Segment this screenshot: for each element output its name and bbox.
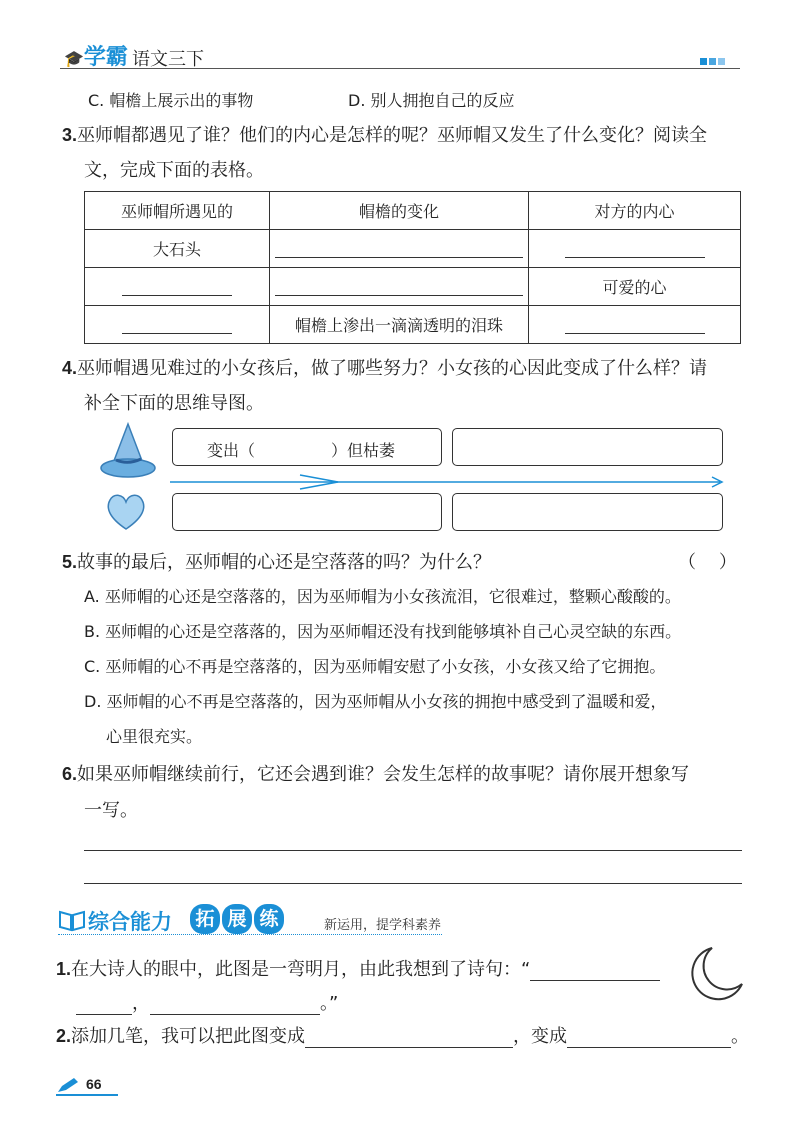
mindmap-arrow (160, 474, 730, 490)
badge-char: 练 (254, 904, 284, 934)
q5-option-d-cont: 心里很充实。 (106, 727, 203, 746)
section-badge (190, 904, 284, 934)
q3-line2: 文，完成下面的表格。 (84, 160, 264, 181)
answer-blank[interactable] (530, 960, 660, 981)
heart-icon (104, 491, 148, 533)
q3-line1: 3.巫师帽都遇见了谁？他们的内心是怎样的呢？巫师帽又发生了什么变化？阅读全 (62, 125, 708, 146)
footer-line (56, 1094, 118, 1096)
brand-logo: 🎓学霸 (64, 45, 128, 70)
ex1-line2: ， 。” (76, 989, 338, 1015)
mindmap-box-4[interactable] (452, 493, 723, 531)
table-header: 对方的内心 (529, 192, 741, 230)
q6-line1: 6.如果巫师帽继续前行，它还会遇到谁？会发生怎样的故事呢？请你展开想象写 (62, 764, 690, 785)
header-decoration (700, 50, 727, 69)
answer-blank[interactable] (529, 306, 741, 344)
mindmap-box-1-text: 变出（ ）但枯萎 (207, 441, 396, 460)
writing-line[interactable] (84, 850, 742, 851)
badge-char: 拓 (190, 904, 220, 934)
wizard-hat-icon (98, 420, 158, 482)
table-cell: 可爱的心 (529, 268, 741, 306)
table-cell: 帽檐上渗出一滴滴透明的泪珠 (270, 306, 529, 344)
answer-blank[interactable] (76, 994, 132, 1015)
table-row (85, 306, 741, 344)
answer-blank[interactable] (85, 268, 270, 306)
q6-line2: 一写。 (84, 800, 138, 821)
q5-stem: 5.故事的最后，巫师帽的心还是空落落的吗？为什么？ (62, 552, 492, 573)
section-title: 综合能力 (88, 910, 172, 934)
ex2-line: 2.添加几笔，我可以把此图变成 ，变成 。 (56, 1026, 750, 1047)
q5-option-a: A. 巫师帽的心还是空落落的，因为巫师帽为小女孩流泪，它很难过，整颗心酸酸的。 (84, 587, 681, 606)
table-row (85, 268, 741, 306)
mortarboard-icon: 🎓 (64, 49, 84, 68)
pencil-icon (56, 1076, 80, 1094)
ex1-line1: 1.在大诗人的眼中，此图是一弯明月，由此我想到了诗句：“ (56, 955, 660, 981)
open-book-icon (58, 908, 86, 932)
subject-title: 语文三下 (132, 49, 204, 70)
q5-option-d: D. 巫师帽的心不再是空落落的，因为巫师帽从小女孩的拥抱中感受到了温暖和爱， (84, 692, 667, 711)
answer-blank[interactable] (567, 1027, 731, 1048)
answer-blank[interactable] (270, 268, 529, 306)
writing-line[interactable] (84, 883, 742, 884)
answer-blank[interactable] (529, 230, 741, 268)
mindmap-box-2[interactable] (452, 428, 723, 466)
table-header-row (85, 192, 741, 230)
answer-blank[interactable] (85, 306, 270, 344)
q3-table (84, 191, 741, 344)
badge-char: 展 (222, 904, 252, 934)
answer-blank[interactable] (305, 1027, 513, 1048)
table-header: 巫师帽所遇见的 (85, 192, 270, 230)
q2-option-c: C. 帽檐上展示出的事物 (88, 91, 254, 110)
q4-line1: 4.巫师帽遇见难过的小女孩后，做了哪些努力？小女孩的心因此变成了什么样？请 (62, 358, 708, 379)
table-row (85, 230, 741, 268)
answer-blank[interactable] (150, 994, 320, 1015)
crescent-moon-icon (686, 944, 746, 1002)
mindmap-box-1[interactable] (172, 428, 442, 466)
section-underline (58, 934, 442, 935)
answer-blank[interactable] (270, 230, 529, 268)
mindmap-box-3[interactable] (172, 493, 442, 531)
header-divider (60, 68, 740, 69)
table-header: 帽檐的变化 (270, 192, 529, 230)
table-cell: 大石头 (85, 230, 270, 268)
q5-option-b: B. 巫师帽的心还是空落落的，因为巫师帽还没有找到能够填补自己心灵空缺的东西。 (84, 622, 682, 641)
section-note: 新运用，提学科素养 (324, 918, 442, 933)
q5-answer-paren[interactable]: （ ） (678, 552, 737, 573)
page-number: 66 (86, 1076, 102, 1092)
q5-option-c: C. 巫师帽的心不再是空落落的，因为巫师帽安慰了小女孩，小女孩又给了它拥抱。 (84, 657, 666, 676)
q2-option-d: D. 别人拥抱自己的反应 (348, 91, 515, 110)
q4-line2: 补全下面的思维导图。 (84, 393, 264, 414)
